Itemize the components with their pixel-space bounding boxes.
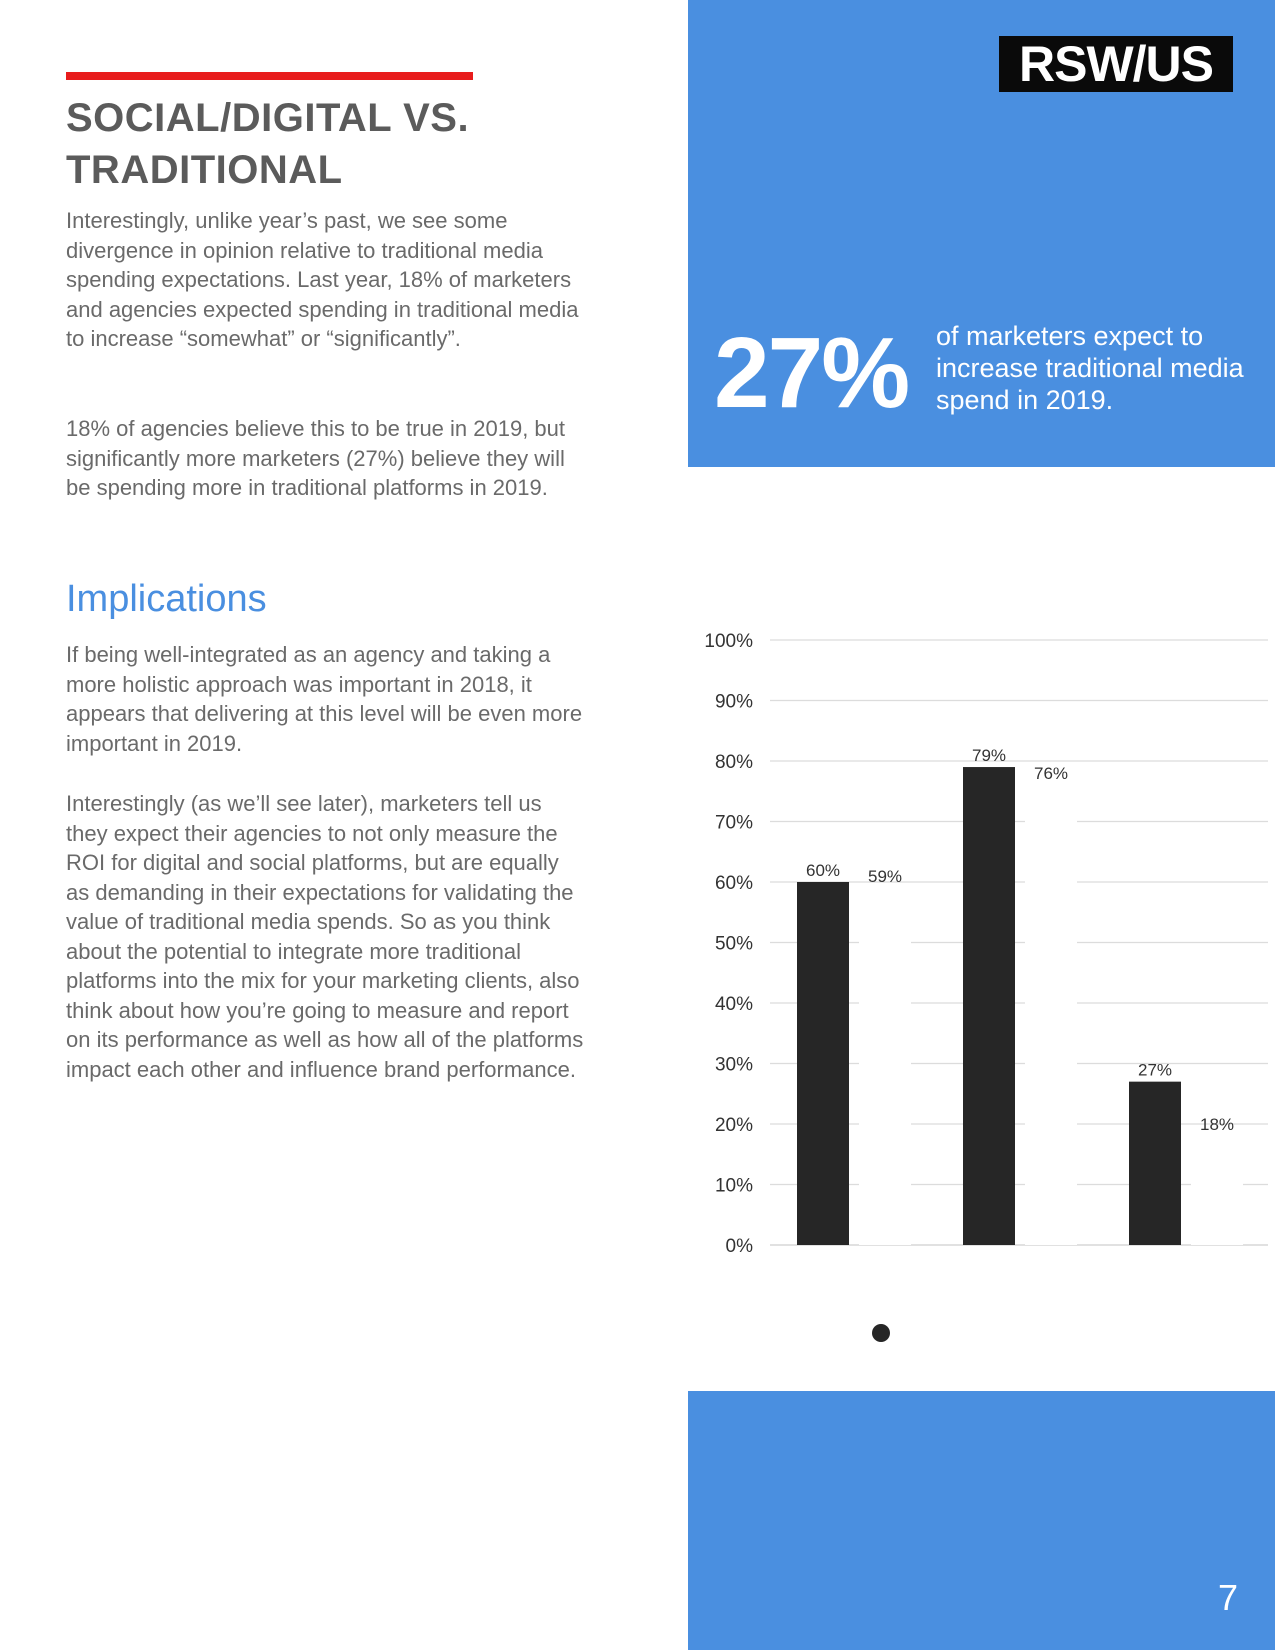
bar-series1 bbox=[797, 882, 849, 1245]
y-tick-label: 10% bbox=[714, 1175, 753, 1197]
title-accent-rule bbox=[66, 72, 473, 80]
stat-description: of marketers expect to increase traditional media spend in 2019. bbox=[936, 321, 1244, 415]
bar-data-label: 59% bbox=[867, 867, 903, 887]
y-tick-label: 30% bbox=[714, 1054, 753, 1076]
y-tick-label: 20% bbox=[714, 1115, 753, 1136]
agencies-paragraph: 18% of agencies believe this to be true in 2019, but significantly more marketers (27%) believe they will be spending more in traditional platforms in 2019. bbox=[66, 416, 566, 500]
bar-series2 bbox=[1191, 1136, 1243, 1245]
implications-heading: Implications bbox=[66, 578, 267, 620]
bar-series2 bbox=[859, 888, 911, 1245]
brand-logo-text: RSW/US bbox=[1019, 36, 1213, 92]
page-title bbox=[66, 92, 606, 196]
bar-data-label: 60% bbox=[805, 861, 841, 880]
y-tick-label: 100% bbox=[704, 631, 753, 652]
y-tick-label: 70% bbox=[714, 812, 753, 834]
stat-value: 27% bbox=[714, 317, 909, 429]
page-title-line1: SOCIAL/DIGITAL VS. bbox=[66, 96, 470, 140]
implications-paragraph-1: If being well-integrated as an agency and taking a more holistic approach was important in 2018, it appears that delivering at this level will be even more important in 2019. bbox=[66, 642, 583, 756]
legend-marker bbox=[872, 1324, 890, 1342]
page-number: 7 bbox=[1218, 1577, 1239, 1618]
y-tick-label: 80% bbox=[714, 752, 753, 773]
y-tick-label: 90% bbox=[714, 691, 753, 713]
bar-data-label: 76% bbox=[1033, 764, 1069, 784]
implications-paragraph-2: Interestingly (as we’ll see later), marketers tell us they expect their agencies to not only measure the ROI for digital and social platforms, but are equally as demanding in their expectations for validating the value of traditional media spends. So as you think about the potential to integrate more traditional platforms into the mix for your marketing clients, also think about how you’re going to measure and report on its performance as well as how all of the platforms impact each other and influence brand performance. bbox=[66, 791, 584, 1082]
spending-bar-chart bbox=[688, 600, 1275, 1360]
bar-series1 bbox=[963, 767, 1015, 1245]
y-tick-label: 40% bbox=[714, 994, 753, 1015]
intro-paragraph: Interestingly, unlike year’s past, we see some divergence in opinion relative to traditional media spending expectations. Last year, 18% of marketers and agencies expected spending in traditional media to increase “somewhat” or “significantly”. bbox=[66, 208, 579, 351]
bar-data-label: 18% bbox=[1199, 1115, 1235, 1135]
bar-data-label: 79% bbox=[971, 746, 1007, 766]
page-title-line2: TRADITIONAL bbox=[66, 148, 343, 192]
y-tick-label: 0% bbox=[725, 1236, 753, 1257]
bar-series1 bbox=[1129, 1082, 1181, 1245]
y-tick-label: 60% bbox=[714, 873, 753, 894]
footer-panel bbox=[688, 1391, 1275, 1650]
y-tick-label: 50% bbox=[714, 933, 753, 955]
brand-logo bbox=[999, 36, 1233, 92]
bar-data-label: 27% bbox=[1137, 1060, 1173, 1080]
bar-series2 bbox=[1025, 785, 1077, 1245]
